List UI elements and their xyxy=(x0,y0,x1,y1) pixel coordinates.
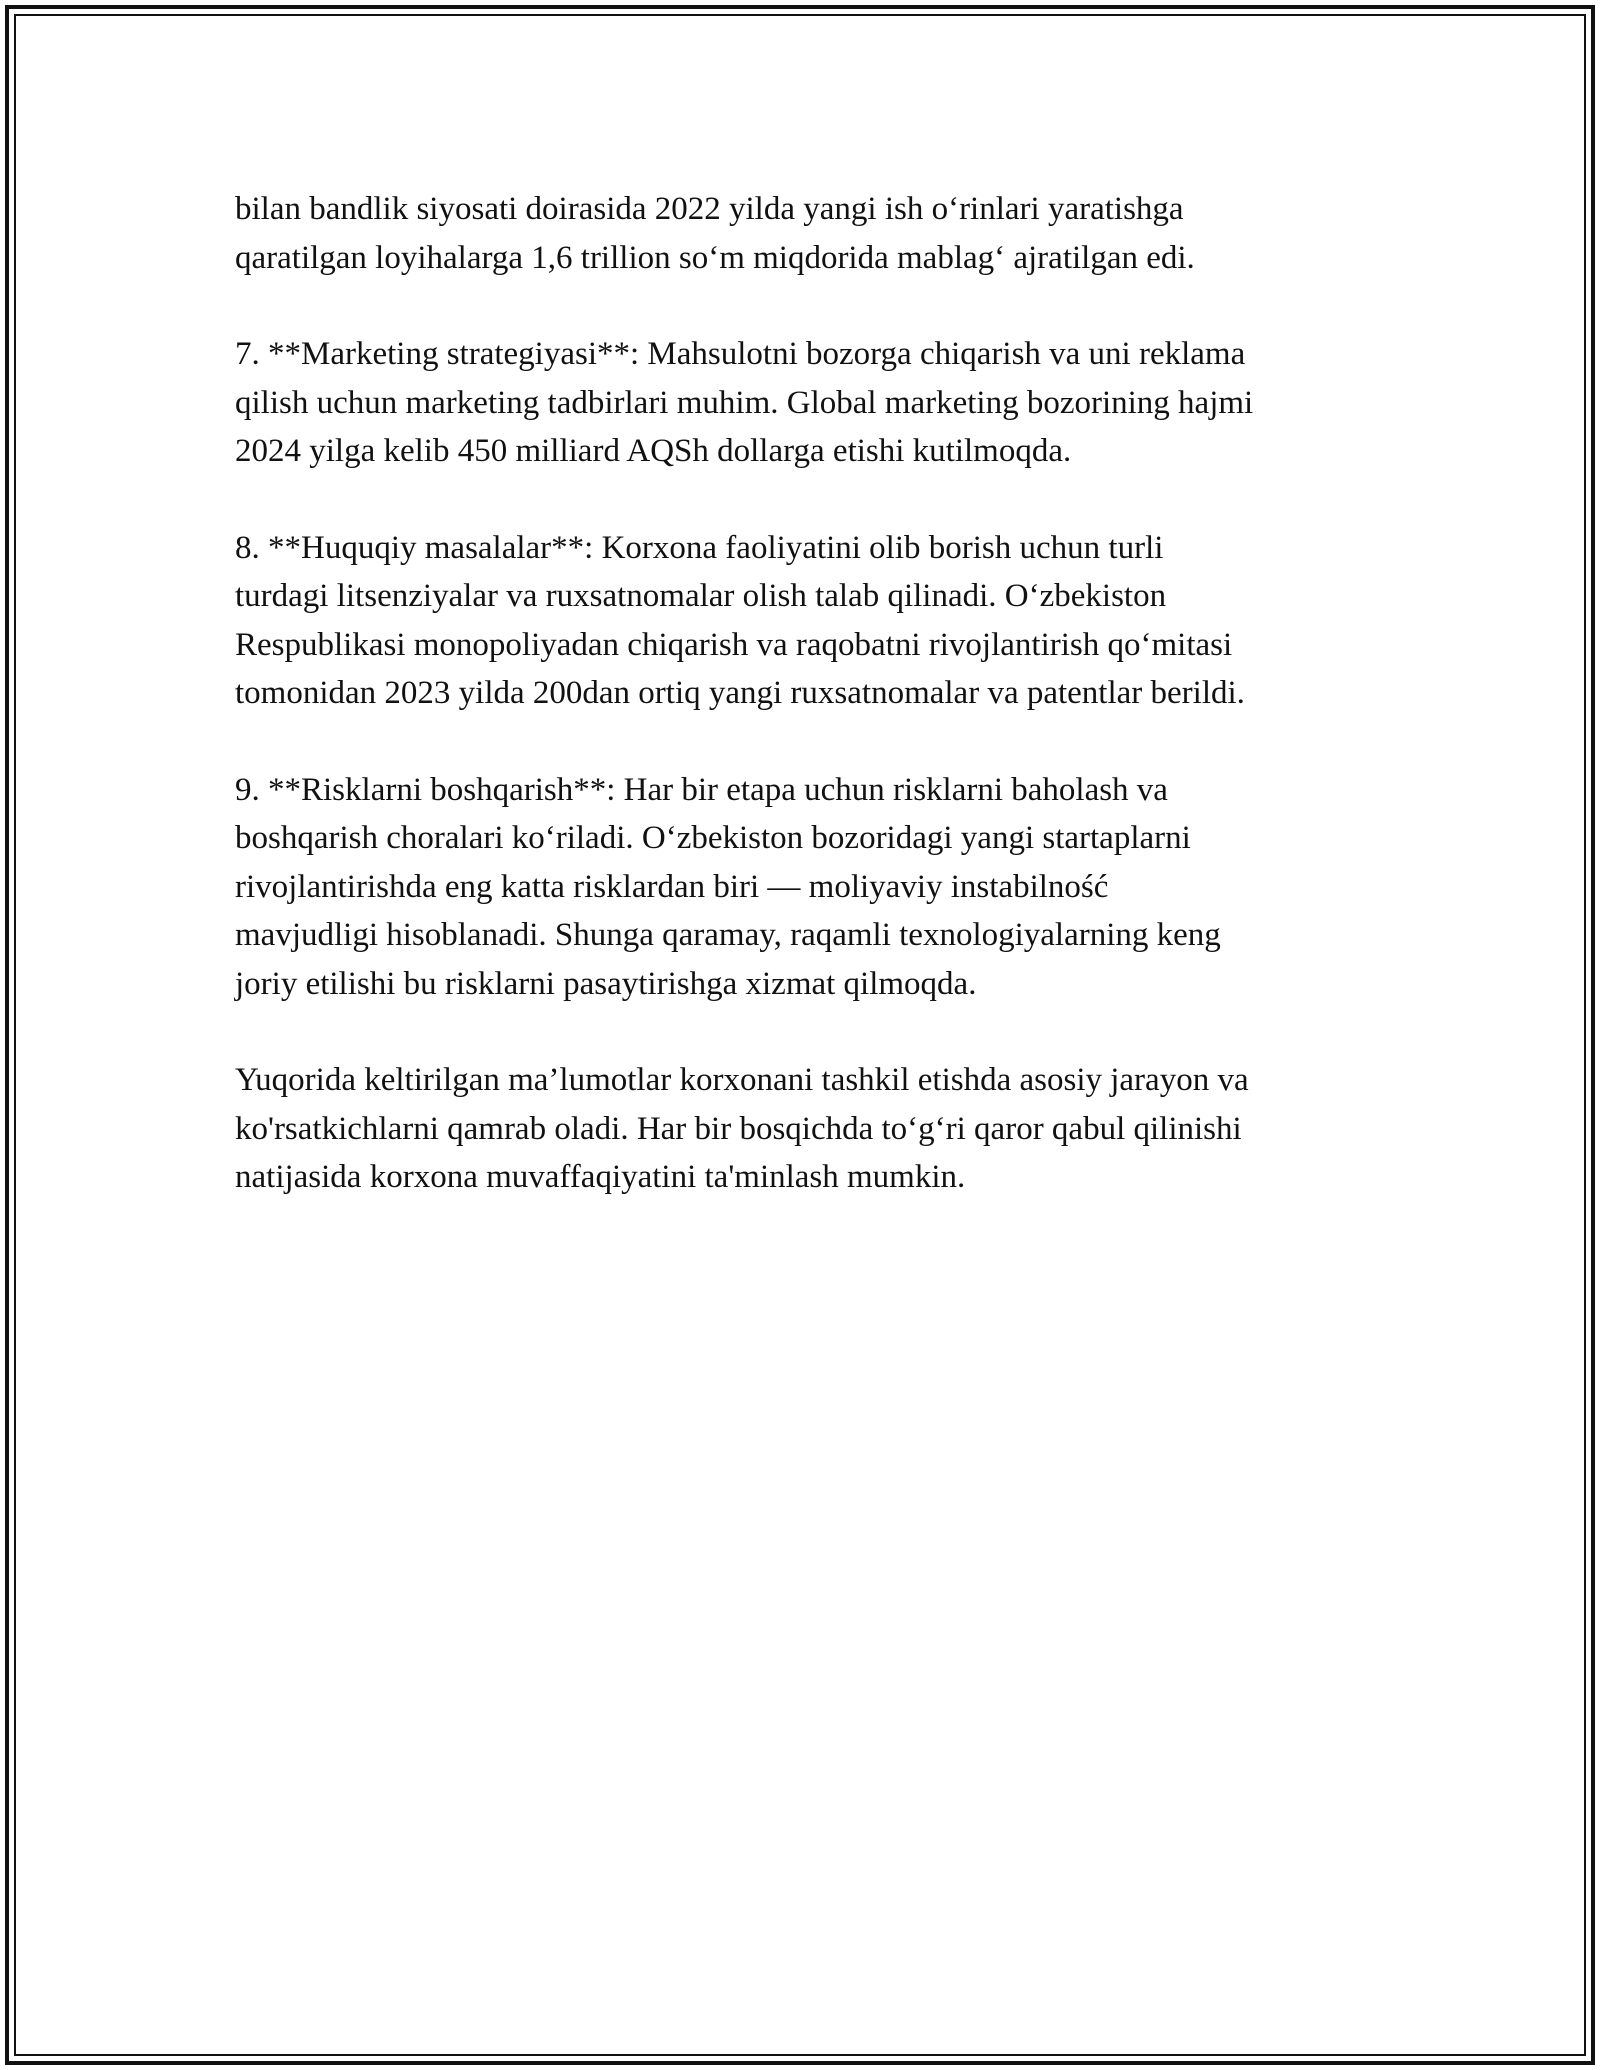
text-line: boshqarish choralari ko‘riladi. O‘zbekiston bozoridagi yangi startaplarni xyxy=(235,820,1191,856)
text-line: 2024 yilga kelib 450 milliard AQSh dollarga etishi kutilmoqda. xyxy=(235,433,1072,469)
text-line: mavjudligi hisoblanadi. Shunga qaramay, raqamli texnologiyalarning keng xyxy=(235,917,1221,953)
document-body xyxy=(235,185,1395,1250)
paragraph-legal-issues xyxy=(235,524,1395,718)
text-line: rivojlantirishda eng katta risklardan biri — moliyaviy instabilność xyxy=(235,868,1109,905)
paragraph-conclusion xyxy=(235,1056,1395,1202)
text-line: ko'rsatkichlarni qamrab oladi. Har bir bosqichda to‘g‘ri qaror qabul qilinishi xyxy=(235,1110,1242,1147)
paragraph-risk-management xyxy=(235,766,1395,1009)
text-line: joriy etilishi bu risklarni pasaytirishga xizmat qilmoqda. xyxy=(235,965,977,1002)
text-line: 8. **Huquqiy masalalar**: Korxona faoliyatini olib borish uchun turli xyxy=(235,529,1164,566)
text-line: turdagi litsenziyalar va ruxsatnomalar olish talab qilinadi. O‘zbekiston xyxy=(235,578,1167,614)
text-line: Yuqorida keltirilgan ma’lumotlar korxonani tashkil etishda asosiy jarayon va xyxy=(235,1062,1249,1098)
text-line: bilan bandlik siyosati doirasida 2022 yilda yangi ish o‘rinlari yaratishga xyxy=(235,191,1184,227)
text-line: Respublikasi monopoliyadan chiqarish va raqobatni rivojlantirish qo‘mitasi xyxy=(235,626,1233,663)
text-line: qilish uchun marketing tadbirlari muhim. Global marketing bozorining hajmi xyxy=(235,384,1254,421)
text-line: natijasida korxona muvaffaqiyatini ta'minlash mumkin. xyxy=(235,1159,966,1195)
paragraph-employment-funding xyxy=(235,185,1395,282)
text-line: 9. **Risklarni boshqarish**: Har bir etapa uchun risklarni baholash va xyxy=(235,771,1168,808)
text-line: qaratilgan loyihalarga 1,6 trillion so‘m miqdorida mablag‘ ajratilgan edi. xyxy=(235,239,1195,276)
paragraph-marketing-strategy xyxy=(235,330,1395,476)
text-line: 7. **Marketing strategiyasi**: Mahsulotni bozorga chiqarish va uni reklama xyxy=(235,336,1246,372)
text-line: tomonidan 2023 yilda 200dan ortiq yangi ruxsatnomalar va patentlar berildi. xyxy=(235,675,1245,711)
